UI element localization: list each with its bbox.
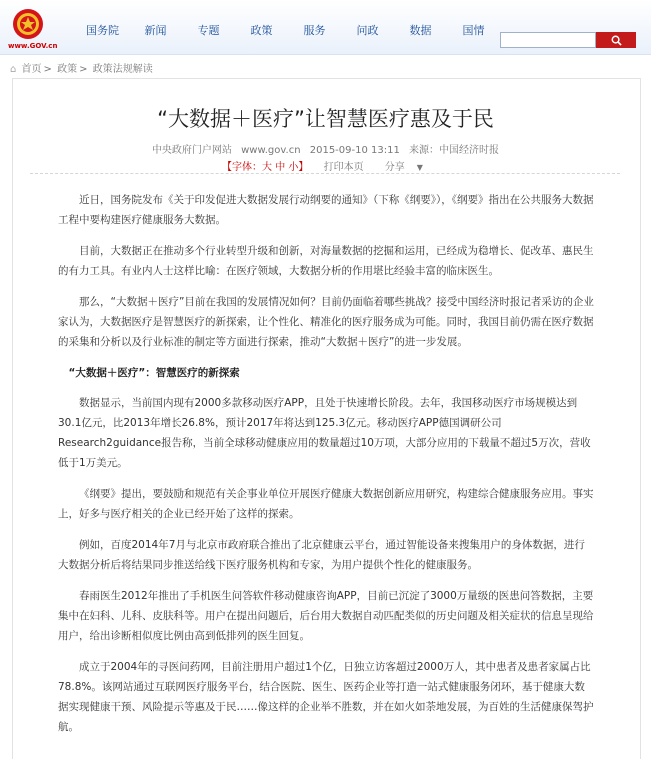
nav-item-inquiry[interactable]: 问政	[356, 24, 379, 37]
article-body	[58, 190, 594, 748]
nav-item-policy[interactable]: 政策	[250, 24, 273, 37]
share-button[interactable]	[379, 162, 429, 173]
paragraph: 目前，大数据正在推动多个行业转型升级和创新，对海量数据的挖掘和运用，已经成为稳增长、促改革、惠民生的有力工具。有业内人士这样比喻：在医疗领域，大数据分析的作用堪比经验丰富的临床医生。	[58, 245, 594, 277]
publish-date: 2015-09-10 13:11	[309, 145, 400, 156]
paragraph: 成立于2004年的寻医问药网，目前注册用户超过1个亿，日独立访客超过2000万人，其中患者及患者家属占比78.8%。该网站通过互联网医疗服务平台，结合医院、医生、医药企业等打造一站式健康服务闭环，基于健康大数据实现健康干预、风险提示等惠及于民……像这样的企业举不胜数，并在如火如荼地发展，为百姓的生活健康保驾护航。	[58, 661, 594, 733]
print-link[interactable]: 打印本页	[323, 162, 364, 173]
site-logo-text: www.GOV.cn	[8, 42, 58, 50]
source-site: 中央政府门户网站	[151, 145, 232, 156]
search-input[interactable]	[500, 32, 596, 48]
article-meta	[12, 141, 639, 156]
search-button[interactable]	[596, 32, 636, 48]
nav-item-state-council[interactable]: 国务院	[86, 24, 119, 37]
paragraph: 《纲要》提出，要鼓励和规范有关企事业单位开展医疗健康大数据创新应用研究，构建综合健康服务应用。事实上，好多与医疗相关的企业已经开始了这样的探索。	[58, 488, 594, 520]
top-header	[0, 0, 651, 55]
national-emblem-logo[interactable]	[8, 6, 48, 46]
chevron-down-icon: ▼	[416, 163, 423, 172]
source-url: www.gov.cn	[241, 145, 301, 156]
nav-item-news[interactable]: 新闻	[144, 24, 167, 37]
nav-item-data[interactable]: 数据	[409, 24, 432, 37]
home-icon: ⌂	[10, 64, 17, 75]
nav-item-national-info[interactable]: 国情	[462, 24, 485, 37]
font-size-control[interactable]: 【字体：大 中 小】	[222, 162, 309, 173]
divider	[30, 173, 620, 174]
breadcrumb-home[interactable]: 首页	[21, 64, 42, 75]
breadcrumb-separator: >	[79, 64, 88, 75]
share-label: 分享	[384, 162, 405, 173]
breadcrumb-policy[interactable]: 政策	[57, 64, 78, 75]
paragraph: 春雨医生2012年推出了手机医生问答软件移动健康咨询APP，目前已沉淀了3000万量级的医患问答数据，主要集中在妇科、儿科、皮肤科等。用户在提出问题后，后台用大数据自动匹配类似的历史问题及相关症状的信息呈现给用户，给出诊断相似度比例由高到低排列的医生回复。	[58, 590, 594, 642]
main-nav	[76, 22, 500, 38]
article-tools	[12, 158, 639, 173]
article-source: 来源：中国经济时报	[409, 145, 500, 156]
paragraph: 那么，“大数据＋医疗”目前在我国的发展情况如何？目前仍面临着哪些挑战？接受中国经济时报记者采访的企业家认为，大数据医疗是智慧医疗的新探索，让个性化、精准化的医疗服务成为可能。同时，我国目前仍需在医疗数据的采集和分析以及行业标准的制定等方面进行探索，推动“大数据＋医疗”的进一步发展。	[58, 296, 594, 348]
paragraph: 例如，百度2014年7月与北京市政府联合推出了北京健康云平台，通过智能设备来搜集用户的身体数据，进行大数据分析后将结果同步推送给线下医疗服务机构和专家，为用户提供个性化的健康服务。	[58, 539, 585, 571]
breadcrumb-section[interactable]: 政策法规解读	[92, 64, 153, 75]
paragraph: 近日，国务院发布《关于印发促进大数据发展行动纲要的通知》（下称《纲要》），《纲要》指出在公共服务大数据工程中要构建医疗健康服务大数据。	[58, 194, 594, 226]
breadcrumb-separator: >	[43, 64, 52, 75]
breadcrumb	[10, 60, 155, 75]
paragraph: 数据显示，当前国内现有2000多款移动医疗APP，且处于快速增长阶段。去年，我国移动医疗市场规模达到30.1亿元，比2013年增长26.8%，预计2017年将达到125.3亿元。移动医疗APP德国调研公司Research2guidance报告称，当前全球移动健康应用的数量超过10万项，大部分应用的下载量不超过5万次，营收低于1万美元。	[58, 397, 591, 469]
article-title: “大数据＋医疗”让智慧医疗惠及于民	[157, 107, 494, 131]
nav-item-topics[interactable]: 专题	[197, 24, 220, 37]
search-icon	[611, 35, 622, 46]
section-heading: “大数据＋医疗”：智慧医疗的新探索	[68, 367, 240, 379]
nav-item-services[interactable]: 服务	[303, 24, 326, 37]
